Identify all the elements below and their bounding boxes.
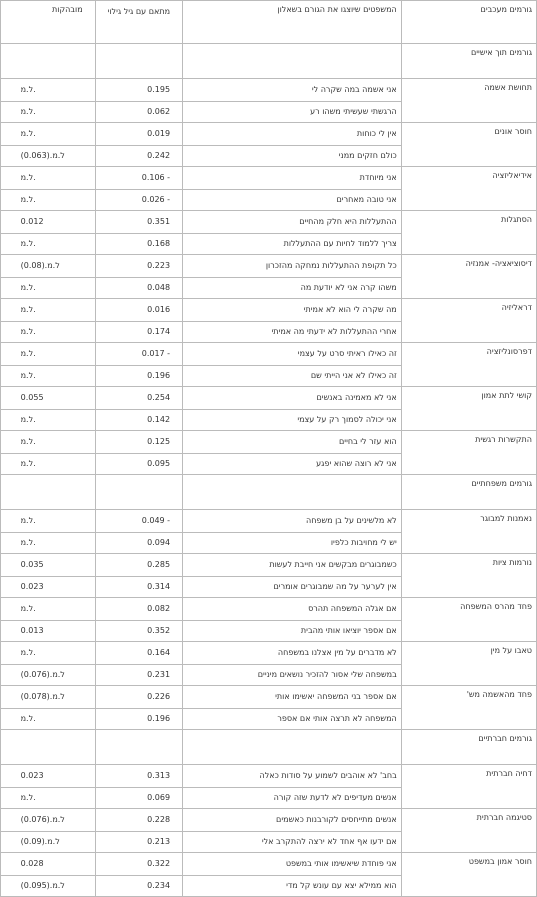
significance-cell	[1, 454, 96, 475]
significance-cell	[1, 598, 96, 621]
table-row	[1, 686, 537, 709]
significance-cell-value: ל.מ.	[20, 516, 36, 525]
statement-cell: זה כאילו לא אני הייתי שם	[183, 366, 402, 387]
correlation-cell-value: 0.174	[147, 327, 171, 336]
factor-name: דראליזיה	[401, 299, 536, 343]
statement-cell: אם אספר יוציאו אותי מהבית	[183, 621, 402, 642]
correlation-cell-value: 0.049 -	[141, 516, 171, 525]
section-empty-cell	[95, 44, 182, 79]
correlation-cell-value: 0.016	[147, 305, 171, 314]
correlation-cell-value: 0.019	[147, 129, 171, 138]
table-row	[1, 211, 537, 234]
significance-cell	[1, 123, 96, 146]
correlation-cell-value: 0.226	[147, 692, 171, 701]
correlation-cell-value: 0.213	[147, 837, 171, 846]
correlation-cell-value: 0.196	[147, 714, 171, 723]
statement-cell: אני אשמה במה שקרה לי	[183, 79, 402, 102]
significance-cell	[1, 410, 96, 431]
significance-cell-value: 0.028	[20, 859, 44, 868]
statement-cell: אחרי ההתעללות לא ידעתי מה אמיתי	[183, 322, 402, 343]
correlation-cell	[95, 343, 182, 366]
significance-cell	[1, 788, 96, 809]
significance-cell-value: ל.מ.	[20, 85, 36, 94]
correlation-cell	[95, 123, 182, 146]
significance-cell	[1, 79, 96, 102]
correlation-cell-value: 0.142	[147, 415, 171, 424]
significance-cell	[1, 387, 96, 410]
section-row	[1, 475, 537, 510]
table-row	[1, 554, 537, 577]
significance-cell	[1, 832, 96, 853]
correlation-cell-value: 0.313	[147, 771, 171, 780]
significance-cell-value: ל.מ.(0.08)	[20, 261, 60, 270]
correlation-cell	[95, 709, 182, 730]
significance-cell	[1, 343, 96, 366]
correlation-cell-value: 0.106 -	[141, 173, 171, 182]
factor-name: תחושת אשמה	[401, 79, 536, 123]
correlation-cell-value: 0.094	[147, 538, 171, 547]
correlation-cell-value: 0.168	[147, 239, 171, 248]
correlation-cell-value: 0.082	[147, 604, 171, 613]
statement-cell: צריך ללמוד לחיות עם ההתעללות	[183, 234, 402, 255]
significance-cell-value: ל.מ.	[20, 173, 36, 182]
header-statements: המשפטים שיוצגו את הגורם בשאלון	[183, 1, 402, 44]
correlation-cell	[95, 876, 182, 897]
correlation-cell	[95, 322, 182, 343]
statement-cell: אין לי כוחות	[183, 123, 402, 146]
significance-cell-value: ל.מ.(0.078)	[20, 692, 65, 701]
table-row	[1, 765, 537, 788]
correlation-cell	[95, 454, 182, 475]
statement-cell: אם אגלה המשפחה תהרס	[183, 598, 402, 621]
section-empty-cell	[183, 475, 402, 510]
factor-name: דפרסונליזציה	[401, 343, 536, 387]
significance-cell-value: ל.מ.(0.09)	[20, 837, 60, 846]
section-title: גורמים תוך אישיים	[401, 44, 536, 79]
table-row	[1, 79, 537, 102]
statement-cell: אני לא רוצה שהוא יפגע	[183, 454, 402, 475]
statement-cell: ההתעללות היא חלק מהחיים	[183, 211, 402, 234]
statement-cell: כל תקופת ההתעללות נמחקה מהזכרון	[183, 255, 402, 278]
header-factors: גורמים מעכבים	[401, 1, 536, 44]
section-empty-cell	[95, 475, 182, 510]
factor-name: פחד מהאשמה מש'	[401, 686, 536, 730]
significance-cell	[1, 853, 96, 876]
statement-cell: זה כאילו ראיתי סרט על עצמי	[183, 343, 402, 366]
significance-cell	[1, 554, 96, 577]
correlation-cell-value: 0.231	[147, 670, 171, 679]
correlation-cell	[95, 788, 182, 809]
correlation-cell	[95, 533, 182, 554]
correlation-cell-value: 0.314	[147, 582, 171, 591]
statement-cell: הוא עזר לי בחיים	[183, 431, 402, 454]
section-empty-cell	[1, 730, 96, 765]
statement-cell: אני לא מאמינה באנשים	[183, 387, 402, 410]
significance-cell-value: ל.מ.	[20, 195, 36, 204]
statement-cell: אני יכולה לסמוך רק על עצמי	[183, 410, 402, 431]
statement-cell: אין לערער על מה שמבוגרים אומרים	[183, 577, 402, 598]
significance-cell-value: ל.מ.	[20, 129, 36, 138]
correlation-cell	[95, 167, 182, 190]
correlation-cell	[95, 832, 182, 853]
correlation-cell	[95, 278, 182, 299]
statement-cell: משהו קרה אני לא יודעת מה	[183, 278, 402, 299]
correlation-cell	[95, 510, 182, 533]
significance-cell	[1, 510, 96, 533]
significance-cell-value: ל.מ.(0.063)	[20, 151, 65, 160]
section-empty-cell	[183, 44, 402, 79]
statement-cell: אנשים מעדיפים לא לדעת שזה קורה	[183, 788, 402, 809]
statement-cell: הרגשתי שעשיתי משהו רע	[183, 102, 402, 123]
correlation-cell-value: 0.017 -	[141, 349, 171, 358]
significance-cell	[1, 278, 96, 299]
statement-cell: מה שקרה לי הוא לא אמיתי	[183, 299, 402, 322]
factor-name: טאבו על מין	[401, 642, 536, 686]
correlation-cell-value: 0.196	[147, 371, 171, 380]
significance-cell-value: ל.מ.	[20, 305, 36, 314]
statement-cell: אני טובה מאחרים	[183, 190, 402, 211]
statement-cell: כולם חזקים ממני	[183, 146, 402, 167]
header-significance: מובהקות	[1, 1, 96, 44]
table-row	[1, 343, 537, 366]
significance-cell	[1, 533, 96, 554]
table-row	[1, 598, 537, 621]
correlation-cell-value: 0.322	[147, 859, 171, 868]
significance-cell-value: ל.מ.	[20, 283, 36, 292]
statement-cell: אנשים מתייחסים לקורבנות כאשמים	[183, 809, 402, 832]
significance-cell	[1, 366, 96, 387]
section-empty-cell	[183, 730, 402, 765]
statement-cell: יש לי מחויבות כלפיו	[183, 533, 402, 554]
correlation-cell-value: 0.069	[147, 793, 171, 802]
table-row	[1, 853, 537, 876]
correlation-cell	[95, 366, 182, 387]
significance-cell	[1, 809, 96, 832]
correlation-cell	[95, 554, 182, 577]
significance-cell-value: ל.מ.(0.076)	[20, 815, 65, 824]
significance-cell	[1, 709, 96, 730]
correlation-cell-value: 0.228	[147, 815, 171, 824]
correlation-cell-value: 0.254	[147, 393, 171, 402]
significance-cell-value: ל.מ.	[20, 349, 36, 358]
significance-cell-value: 0.013	[20, 626, 44, 635]
table-row	[1, 123, 537, 146]
table-row	[1, 255, 537, 278]
correlation-cell-value: 0.242	[147, 151, 171, 160]
correlation-cell-value: 0.062	[147, 107, 171, 116]
factor-name: התקשרות רגשית	[401, 431, 536, 475]
factor-name: חוסר אמון במשפט	[401, 853, 536, 897]
section-title: גורמים חברתיים	[401, 730, 536, 765]
section-title: גורמים משפחתיים	[401, 475, 536, 510]
table-row	[1, 642, 537, 665]
statement-cell: לא מדברים על מין אצלנו במשפחה	[183, 642, 402, 665]
statement-cell: המשפחה לא תרצה אותי אם אספר	[183, 709, 402, 730]
correlation-cell	[95, 190, 182, 211]
significance-cell	[1, 621, 96, 642]
significance-cell-value: 0.023	[20, 582, 44, 591]
significance-cell	[1, 876, 96, 897]
significance-cell	[1, 190, 96, 211]
statement-cell: הוא ממילא יצא עם עונש קל מדי	[183, 876, 402, 897]
correlation-cell	[95, 255, 182, 278]
correlation-cell-value: 0.285	[147, 560, 171, 569]
factor-name: חוסר אונים	[401, 123, 536, 167]
table-row	[1, 167, 537, 190]
correlation-cell	[95, 79, 182, 102]
correlation-cell	[95, 686, 182, 709]
significance-cell	[1, 167, 96, 190]
significance-cell	[1, 211, 96, 234]
significance-cell	[1, 686, 96, 709]
statement-cell: במשפחה שלי אסור להזכיר נושאים מיניים	[183, 665, 402, 686]
significance-cell-value: ל.מ.	[20, 604, 36, 613]
significance-cell	[1, 146, 96, 167]
correlation-cell	[95, 387, 182, 410]
significance-cell-value: ל.מ.	[20, 107, 36, 116]
significance-cell	[1, 299, 96, 322]
correlation-cell-value: 0.164	[147, 648, 171, 657]
correlation-cell	[95, 665, 182, 686]
factor-name: נאמנות למבוגר	[401, 510, 536, 554]
header-row	[1, 1, 537, 44]
section-empty-cell	[1, 44, 96, 79]
statement-cell: אם ידעו אף אחד לא ירצה להתקרב אלי	[183, 832, 402, 853]
significance-cell-value: 0.012	[20, 217, 44, 226]
section-row	[1, 44, 537, 79]
correlation-cell	[95, 234, 182, 255]
significance-cell-value: 0.023	[20, 771, 44, 780]
significance-cell-value: ל.מ.	[20, 415, 36, 424]
factor-name: דחיה חברתית	[401, 765, 536, 809]
correlation-cell-value: 0.095	[147, 459, 171, 468]
correlation-cell-value: 0.234	[147, 881, 171, 890]
correlation-cell	[95, 598, 182, 621]
correlation-cell	[95, 410, 182, 431]
section-row	[1, 730, 537, 765]
significance-cell-value: ל.מ.	[20, 437, 36, 446]
statement-cell: כשמבוגרים מבקשים אני חייבת לעשות	[183, 554, 402, 577]
statement-cell: לא מלשינים על בן משפחה	[183, 510, 402, 533]
significance-cell-value: ל.מ.	[20, 538, 36, 547]
statement-cell: אם אספר בני המשפחה יאשימו אותי	[183, 686, 402, 709]
table-row	[1, 809, 537, 832]
statement-cell: אני פוחדת שיאשימו אותי במשפט	[183, 853, 402, 876]
results-table-body	[1, 1, 537, 897]
factor-name: דיסוציאציה- אמנזיה	[401, 255, 536, 299]
significance-cell-value: ל.מ.	[20, 239, 36, 248]
table-row	[1, 299, 537, 322]
factor-name: קושי לתת אמון	[401, 387, 536, 431]
factor-name: נורמות ציות	[401, 554, 536, 598]
correlation-cell	[95, 299, 182, 322]
significance-cell	[1, 665, 96, 686]
correlation-cell	[95, 853, 182, 876]
correlation-cell	[95, 146, 182, 167]
table-row	[1, 510, 537, 533]
significance-cell-value: ל.מ.	[20, 327, 36, 336]
significance-cell	[1, 642, 96, 665]
significance-cell	[1, 431, 96, 454]
correlation-cell	[95, 211, 182, 234]
correlation-cell	[95, 621, 182, 642]
correlation-cell-value: 0.048	[147, 283, 171, 292]
significance-cell	[1, 102, 96, 123]
significance-cell	[1, 765, 96, 788]
significance-cell	[1, 255, 96, 278]
correlation-cell	[95, 809, 182, 832]
header-correlation: מתאם עם גיל גילוי	[95, 1, 182, 44]
factor-name: אידיאליזציה	[401, 167, 536, 211]
significance-cell-value: ל.מ.	[20, 371, 36, 380]
significance-cell-value: 0.055	[20, 393, 44, 402]
correlation-cell-value: 0.026 -	[141, 195, 171, 204]
section-empty-cell	[1, 475, 96, 510]
factor-name: הסתגלות	[401, 211, 536, 255]
factor-name: סטיגמה חברתית	[401, 809, 536, 853]
statement-cell: אני מיוחדת	[183, 167, 402, 190]
significance-cell-value: ל.מ.	[20, 714, 36, 723]
significance-cell-value: ל.מ.(0.095)	[20, 881, 65, 890]
factor-name: פחד מהרס המשפחה	[401, 598, 536, 642]
correlation-cell-value: 0.223	[147, 261, 171, 270]
statement-cell: בחב' לא אוהבים לשמוע על סודות כאלה	[183, 765, 402, 788]
correlation-cell	[95, 642, 182, 665]
significance-cell-value: ל.מ.	[20, 793, 36, 802]
table-row	[1, 431, 537, 454]
significance-cell-value: 0.035	[20, 560, 44, 569]
table-row	[1, 387, 537, 410]
significance-cell	[1, 577, 96, 598]
significance-cell	[1, 322, 96, 343]
correlation-cell-value: 0.351	[147, 217, 171, 226]
correlation-cell-value: 0.352	[147, 626, 171, 635]
correlation-cell-value: 0.195	[147, 85, 171, 94]
section-empty-cell	[95, 730, 182, 765]
significance-cell-value: ל.מ.	[20, 648, 36, 657]
correlation-cell-value: 0.125	[147, 437, 171, 446]
significance-cell-value: ל.מ.	[20, 459, 36, 468]
correlation-cell	[95, 431, 182, 454]
correlation-cell	[95, 102, 182, 123]
correlation-cell	[95, 577, 182, 598]
correlation-cell	[95, 765, 182, 788]
significance-cell	[1, 234, 96, 255]
significance-cell-value: ל.מ.(0.076)	[20, 670, 65, 679]
